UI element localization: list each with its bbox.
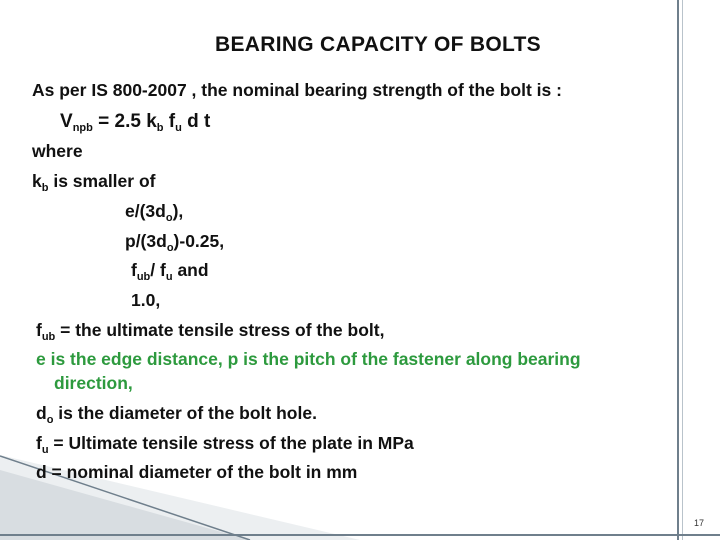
intro-text: As per IS 800-2007 , the nominal bearing strength of the bolt is : bbox=[32, 80, 562, 100]
formula-v: V bbox=[60, 111, 73, 132]
option-edge-a: e/(3d bbox=[125, 201, 166, 221]
formula-tail: d t bbox=[181, 111, 211, 132]
fu-f: f bbox=[36, 433, 42, 453]
fu-definition bbox=[36, 433, 414, 454]
edge-pitch-definition-line1: e is the edge distance, p is the pitch of the fastener along bearing bbox=[36, 349, 581, 369]
option-pitch bbox=[125, 231, 224, 252]
where-text: where bbox=[32, 141, 83, 161]
kb-text: is smaller of bbox=[48, 171, 156, 191]
formula-equals: = 2.5 k bbox=[92, 111, 157, 132]
kb-smaller-of bbox=[32, 171, 155, 192]
option-ratio-fu: / f bbox=[150, 260, 166, 280]
fub-f: f bbox=[36, 320, 42, 340]
right-border-line bbox=[677, 0, 679, 540]
option-ratio-f: f bbox=[131, 260, 137, 280]
fu-subscript: u bbox=[41, 444, 49, 456]
kb-k: k bbox=[32, 171, 42, 191]
option-pitch-a: p/(3d bbox=[125, 231, 167, 251]
bottom-border-line bbox=[0, 534, 720, 536]
edge-pitch-definition-line2: direction, bbox=[54, 373, 133, 393]
option-ratio-and: and bbox=[172, 260, 209, 280]
option-one: 1.0, bbox=[131, 290, 161, 310]
kb-subscript: b bbox=[41, 182, 49, 194]
right-border-line-light bbox=[682, 0, 683, 540]
fub-subscript: ub bbox=[41, 331, 56, 343]
fub-definition bbox=[36, 320, 384, 341]
option-edge bbox=[125, 201, 183, 222]
option-ratio-sub-u: u bbox=[165, 271, 173, 283]
page-number: 17 bbox=[693, 518, 704, 528]
formula-kb-subscript: b bbox=[156, 122, 164, 134]
slide-title: BEARING CAPACITY OF BOLTS bbox=[214, 33, 541, 56]
formula bbox=[60, 111, 210, 133]
option-edge-subscript: o bbox=[165, 212, 173, 224]
d-definition: d = nominal diameter of the bolt in mm bbox=[36, 462, 358, 482]
option-ratio-sub-ub: ub bbox=[136, 271, 151, 283]
do-subscript: o bbox=[46, 414, 54, 426]
option-pitch-subscript: o bbox=[166, 242, 174, 254]
option-strength-ratio bbox=[131, 260, 209, 281]
option-edge-b: ), bbox=[172, 201, 184, 221]
do-definition bbox=[36, 403, 317, 424]
fub-text: = the ultimate tensile stress of the bolt, bbox=[55, 320, 385, 340]
fu-text: = Ultimate tensile stress of the plate in MPa bbox=[48, 433, 414, 453]
formula-v-subscript: npb bbox=[72, 122, 93, 134]
formula-f: f bbox=[163, 111, 176, 132]
formula-fu-subscript: u bbox=[175, 122, 182, 134]
do-text: is the diameter of the bolt hole. bbox=[53, 403, 317, 423]
do-d: d bbox=[36, 403, 47, 423]
option-pitch-b: )-0.25, bbox=[173, 231, 225, 251]
